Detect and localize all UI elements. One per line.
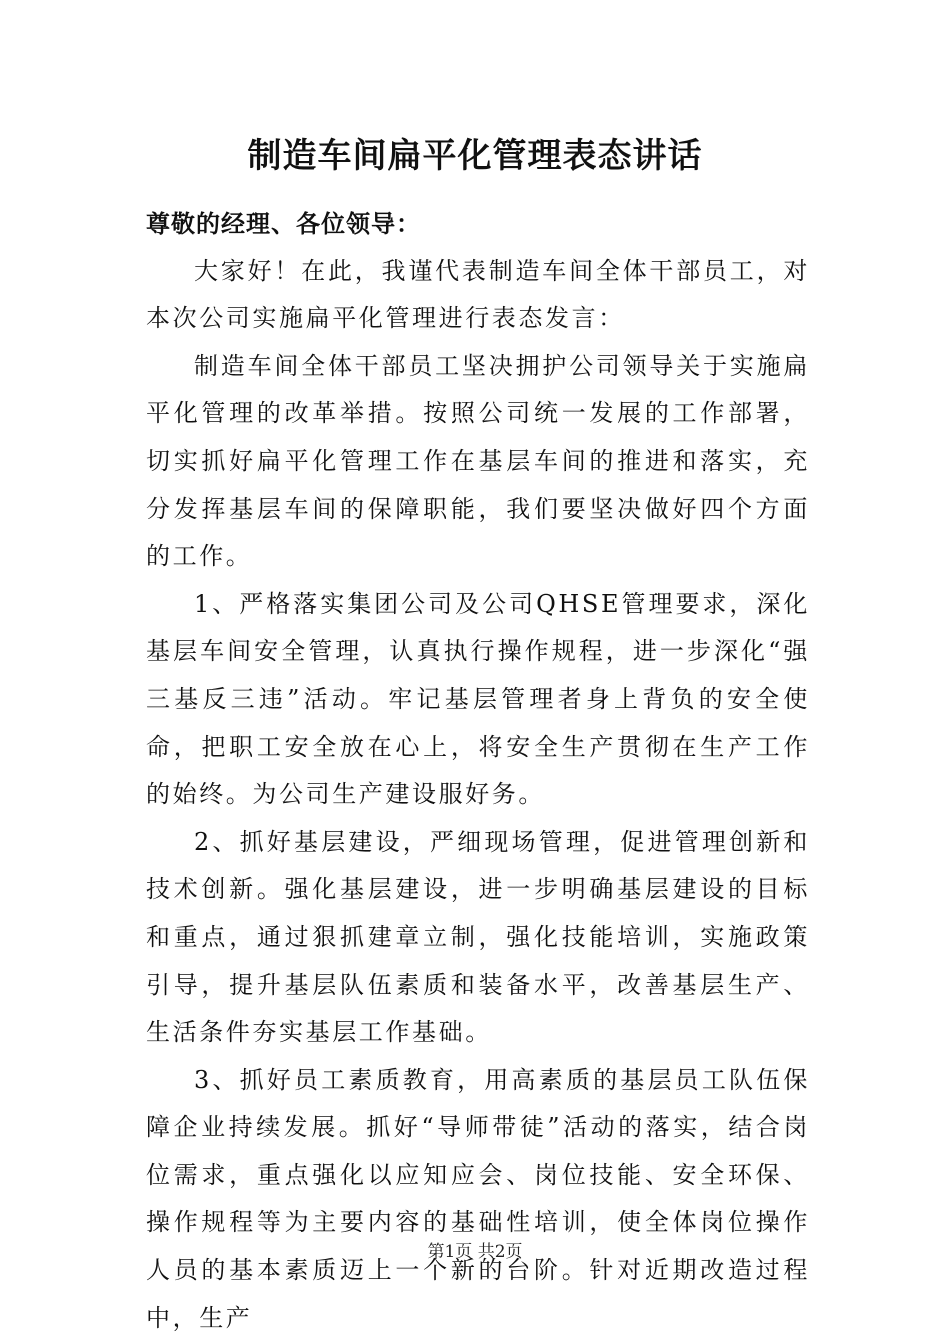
paragraph-item-1: 1、严格落实集团公司及公司QHSE管理要求，深化基层车间安全管理，认真执行操作规程，进一步深化“强三基反三违”活动。牢记基层管理者身上背负的安全使命，把职工安全放在心上，将安全生产贯彻在生产工作的始终。为公司生产建设服好务。: [146, 589, 810, 809]
page-number: 第1页 共2页: [427, 1242, 523, 1262]
document-title: 制造车间扁平化管理表态讲话: [247, 136, 703, 176]
salutation: 尊敬的经理、各位领导：: [146, 209, 421, 238]
paragraph-item-3: 3、抓好员工素质教育，用高素质的基层员工队伍保障企业持续发展。抓好“导师带徒”活动的落实，结合岗位需求，重点强化以应知应会、岗位技能、安全环保、操作规程等为主要内容的基础性培训，使全体岗位操作人员的基本素质迈上一个新的台阶。针对近期改造过程中，生产: [146, 1065, 810, 1332]
paragraph-greeting: 大家好！在此，我谨代表制造车间全体干部员工，对本次公司实施扁平化管理进行表态发言：: [146, 256, 810, 333]
paragraph-commitment: 制造车间全体干部员工坚决拥护公司领导关于实施扁平化管理的改革举措。按照公司统一发展的工作部署，切实抓好扁平化管理工作在基层车间的推进和落实，充分发挥基层车间的保障职能，我们要坚决做好四个方面的工作。: [146, 351, 810, 571]
document-body: [146, 200, 810, 1342]
paragraph-item-2: 2、抓好基层建设，严细现场管理，促进管理创新和技术创新。强化基层建设，进一步明确基层建设的目标和重点，通过狠抓建章立制，强化技能培训，实施政策引导，提升基层队伍素质和装备水平，改善基层生产、生活条件夯实基层工作基础。: [146, 827, 810, 1047]
